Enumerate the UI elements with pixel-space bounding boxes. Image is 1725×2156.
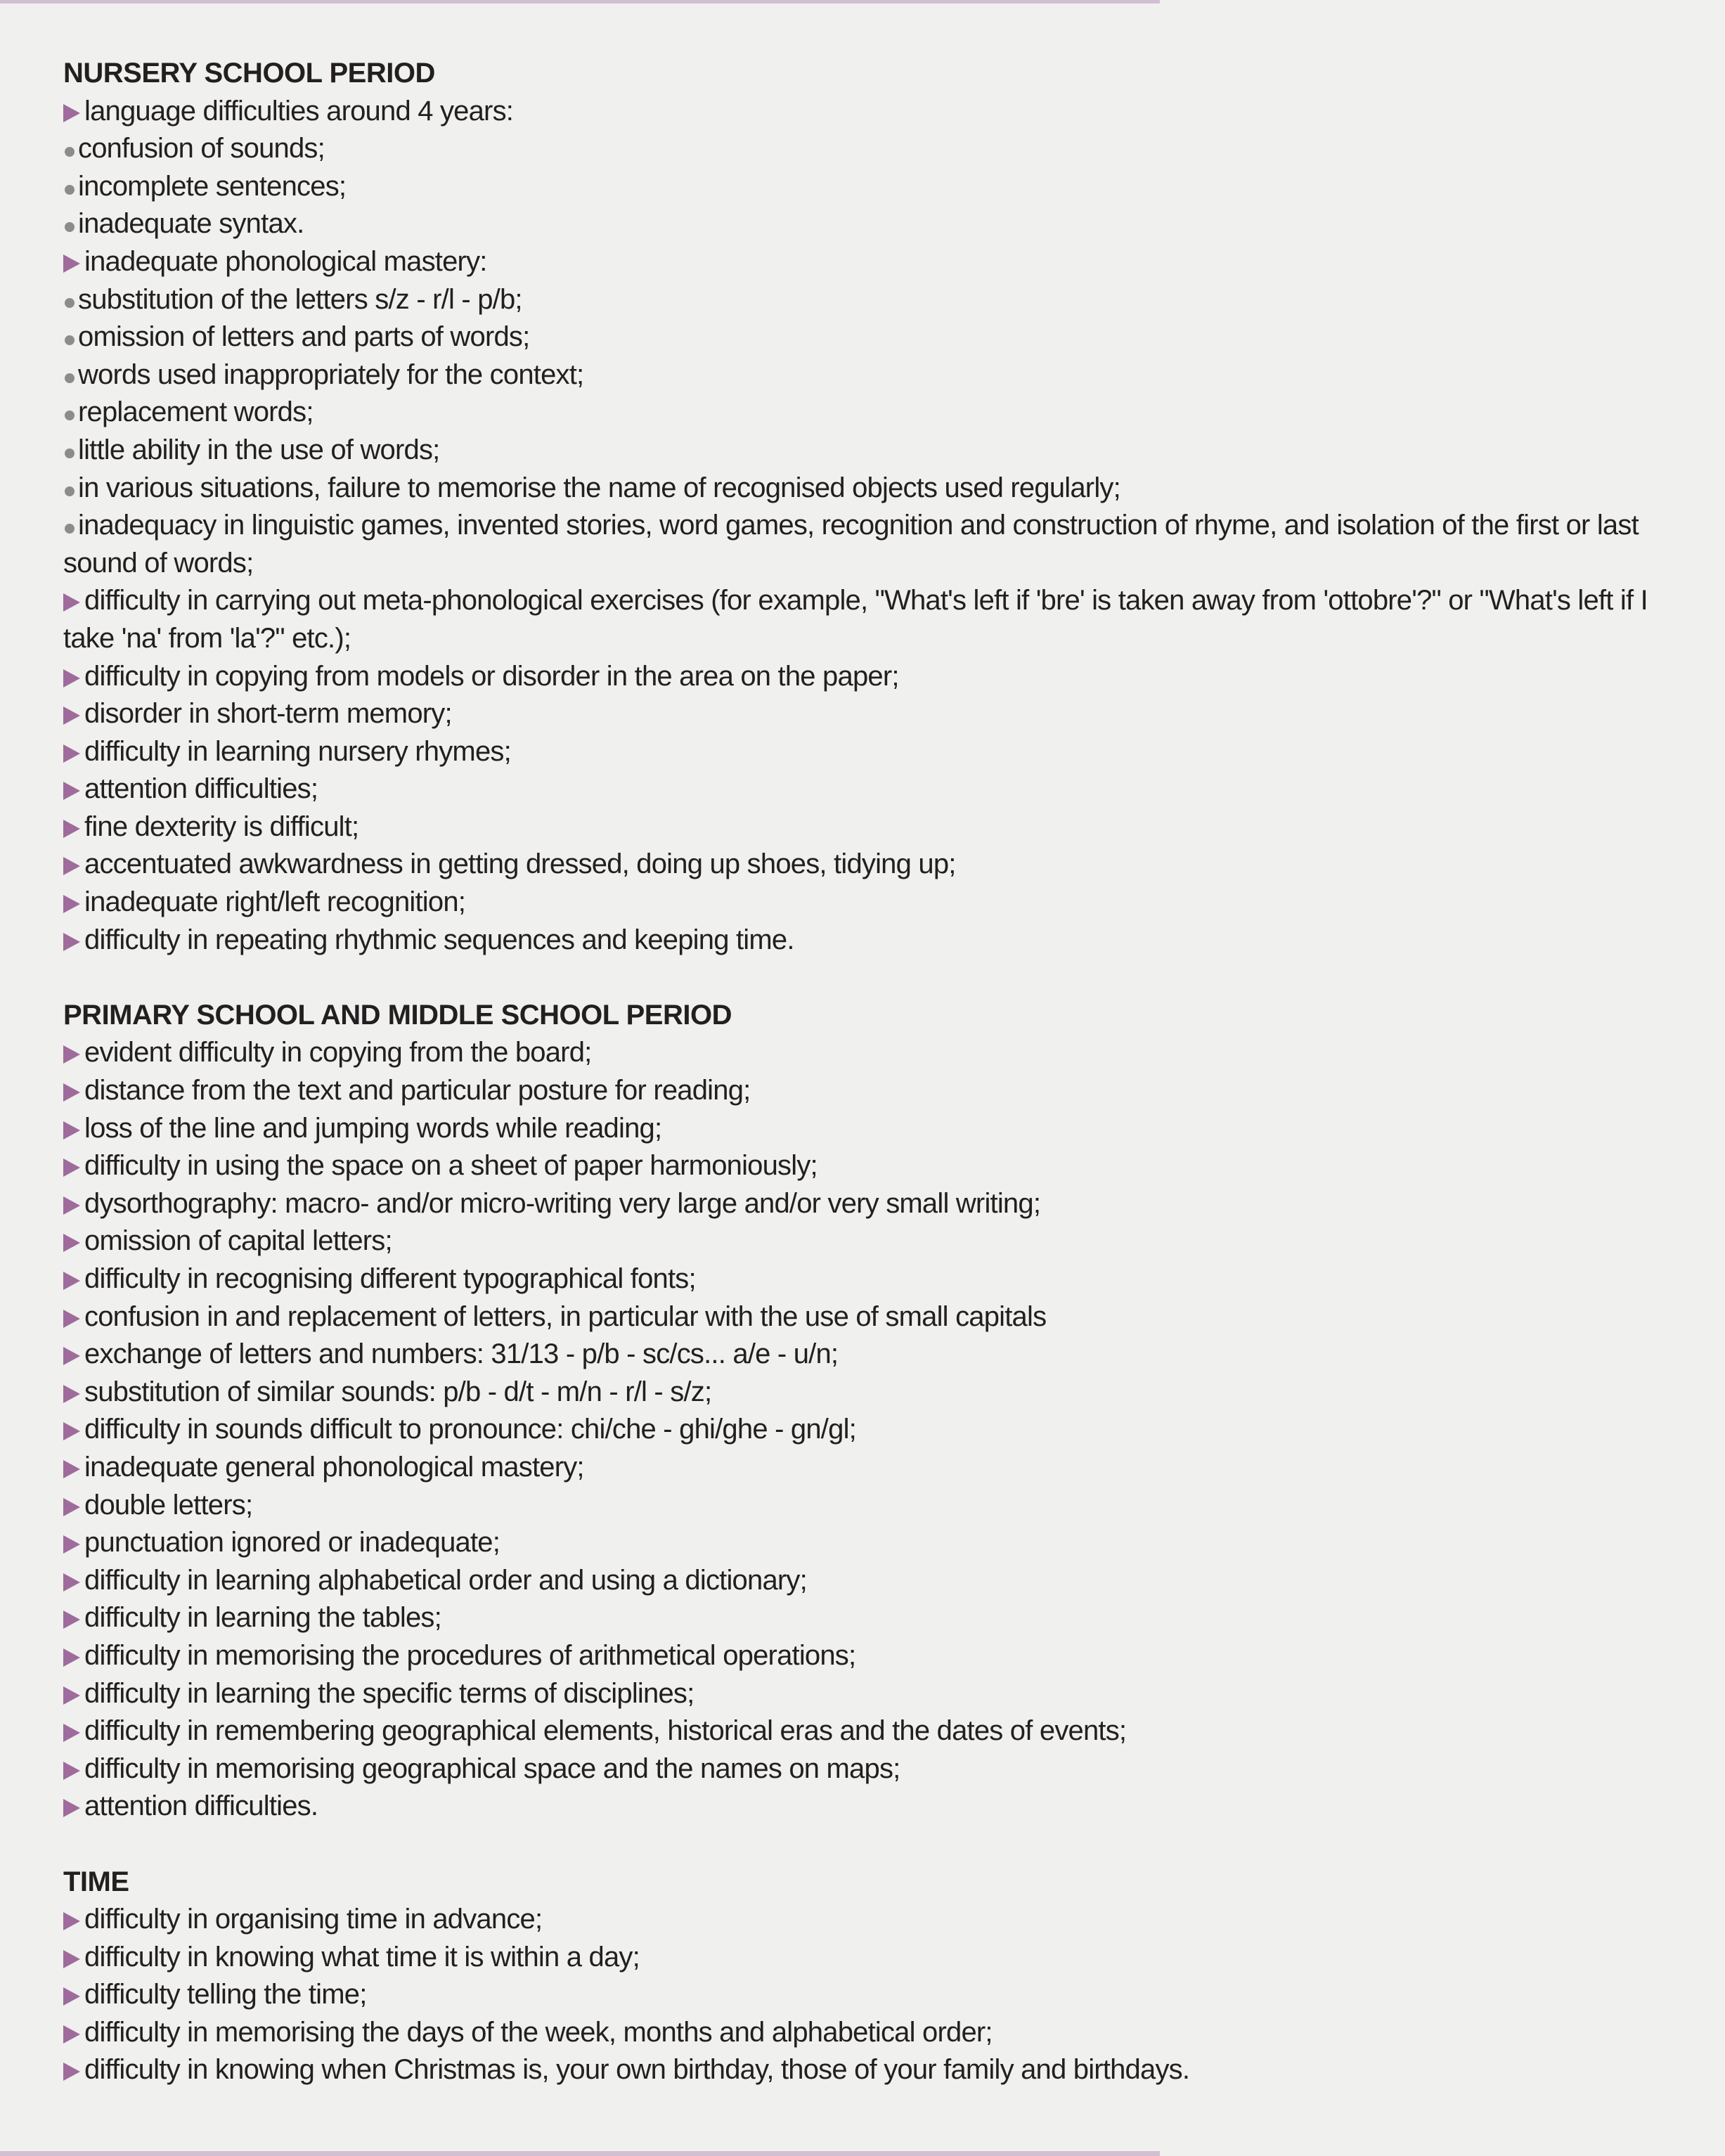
triangle-bullet-icon [63,1950,80,1968]
list-item [63,1976,1701,2014]
section [63,1864,1701,2090]
list-item-text: difficulty in learning the tables; [84,1602,441,1634]
list-item [63,93,1701,131]
list-item [63,507,1701,582]
section-spacer [63,959,1701,997]
list-item [63,1675,1701,1713]
list-item-text: difficulty in sounds difficult to pronounce: chi/che - ghi/ghe - gn/gl; [84,1414,856,1445]
list-item-text: difficulty in remembering geographical elements, historical eras and the dates of events; [84,1715,1127,1747]
list-item-text: difficulty in carrying out meta-phonological exercises (for example, "What's left if 'bre' is taken away from 'ottobre'?" or "What's left if I take 'na' from 'la'?" etc.); [63,585,1648,654]
triangle-bullet-icon [63,1158,80,1177]
list-item [63,1374,1701,1412]
list-item-text: dysorthography: macro- and/or micro-writing very large and/or very small writing; [84,1187,1041,1219]
list-item [63,1449,1701,1487]
triangle-bullet-icon [63,1535,80,1554]
dot-bullet-icon [65,298,75,308]
list-item-text: little ability in the use of words; [78,434,440,465]
triangle-bullet-icon [63,744,80,763]
triangle-bullet-icon [63,1422,80,1440]
list-item-text: difficulty in learning alphabetical order and using a dictionary; [84,1564,807,1596]
dot-bullet-icon [65,524,75,534]
triangle-bullet-icon [63,1498,80,1516]
triangle-bullet-icon [63,1987,80,2006]
triangle-bullet-icon [63,1573,80,1592]
list-item-text: difficulty in memorising the days of the week, months and alphabetical order; [84,2016,993,2048]
list-item [63,1524,1701,1562]
list-item [63,1147,1701,1185]
list-item [63,695,1701,733]
list-item [63,1411,1701,1449]
list-item-text: inadequate syntax. [78,208,304,240]
list-item [63,1901,1701,1939]
top-accent-rule [0,0,1160,4]
list-item [63,318,1701,356]
section [63,997,1701,1826]
list-item [63,1260,1701,1298]
triangle-bullet-icon [63,933,80,951]
section-heading: PRIMARY SCHOOL AND MIDDLE SCHOOL PERIOD [63,999,732,1031]
triangle-bullet-icon [63,1724,80,1742]
dot-bullet-icon [65,147,75,157]
list-item-text: difficulty in using the space on a sheet of paper harmoniously; [84,1150,818,1182]
triangle-bullet-icon [63,1310,80,1328]
list-item-text: accentuated awkwardness in getting dressed, doing up shoes, tidying up; [84,848,956,880]
triangle-bullet-icon [63,1234,80,1252]
list-item [63,130,1701,168]
list-item [63,1072,1701,1110]
list-item [63,281,1701,319]
triangle-bullet-icon [63,593,80,612]
list-item-text: substitution of similar sounds: p/b - d/t - m/n - r/l - s/z; [84,1376,712,1407]
list-item [63,1110,1701,1148]
list-item [63,394,1701,432]
list-item-text: difficulty in copying from models or disorder in the area on the paper; [84,660,899,692]
triangle-bullet-icon [63,104,80,122]
list-item [63,432,1701,470]
triangle-bullet-icon [63,2025,80,2044]
section-heading: NURSERY SCHOOL PERIOD [63,58,435,89]
list-item-text: difficulty telling the time; [84,1979,367,2010]
list-item [63,922,1701,960]
list-item-text: omission of letters and parts of words; [78,321,530,353]
list-item-text: punctuation ignored or inadequate; [84,1527,500,1558]
list-item-text: difficulty in knowing when Christmas is, your own birthday, those of your family and birthdays. [84,2054,1190,2086]
list-item-text: difficulty in knowing what time it is within a day; [84,1941,640,1973]
list-item [63,1222,1701,1260]
list-item [63,356,1701,394]
list-item [63,1562,1701,1600]
list-item-text: difficulty in recognising different typographical fonts; [84,1263,696,1294]
list-item-text: incomplete sentences; [78,170,347,202]
triangle-bullet-icon [63,1196,80,1215]
triangle-bullet-icon [63,706,80,725]
section-heading: TIME [63,1866,129,1897]
list-item [63,1750,1701,1788]
list-item [63,1336,1701,1374]
list-item-text: inadequacy in linguistic games, invented stories, word games, recognition and construction of rhyme, and isolation of the first or last sound of words; [63,510,1639,579]
triangle-bullet-icon [63,1385,80,1403]
bottom-accent-rule [0,2151,1160,2156]
list-item-text: confusion in and replacement of letters, in particular with the use of small capitals [84,1300,1047,1332]
list-item [63,205,1701,243]
dot-bullet-icon [65,373,75,383]
list-item-text: replacement words; [78,396,314,428]
list-item-text: inadequate phonological mastery: [84,245,487,277]
list-item-text: distance from the text and particular posture for reading; [84,1075,751,1106]
list-item [63,808,1701,846]
dot-bullet-icon [65,222,75,232]
list-item-text: exchange of letters and numbers: 31/13 - p/b - sc/cs... a/e - u/n; [84,1338,839,1370]
triangle-bullet-icon [63,2063,80,2081]
list-item-text: attention difficulties; [84,773,318,805]
dot-bullet-icon [65,448,75,458]
list-item-text: double letters; [84,1489,253,1521]
triangle-bullet-icon [63,1045,80,1064]
list-item-text: loss of the line and jumping words while reading; [84,1112,662,1144]
list-item-text: difficulty in repeating rhythmic sequences and keeping time. [84,924,794,955]
list-item-text: substitution of the letters s/z - r/l - p/b; [78,283,522,315]
list-item-text: fine dexterity is difficult; [84,811,359,842]
list-item-text: inadequate right/left recognition; [84,886,466,918]
triangle-bullet-icon [63,1083,80,1102]
triangle-bullet-icon [63,1610,80,1629]
list-item-text: difficulty in learning the specific terms of disciplines; [84,1677,694,1709]
list-item [63,2051,1701,2089]
list-item-text: inadequate general phonological mastery; [84,1451,584,1483]
list-item-text: language difficulties around 4 years: [84,95,514,127]
list-item [63,582,1701,657]
triangle-bullet-icon [63,895,80,913]
list-item-text: evident difficulty in copying from the board; [84,1037,592,1069]
list-item-text: disorder in short-term memory; [84,698,452,730]
triangle-bullet-icon [63,1762,80,1780]
list-item-text: difficulty in memorising the procedures of arithmetical operations; [84,1639,856,1671]
triangle-bullet-icon [63,1799,80,1817]
dot-bullet-icon [65,335,75,345]
list-item [63,1298,1701,1336]
list-item [63,733,1701,771]
triangle-bullet-icon [63,1121,80,1140]
triangle-bullet-icon [63,669,80,688]
list-item [63,1599,1701,1637]
list-item [63,1185,1701,1223]
list-item [63,770,1701,808]
triangle-bullet-icon [63,1686,80,1705]
list-item [63,470,1701,508]
list-item-text: omission of capital letters; [84,1225,392,1257]
list-item-text: difficulty in memorising geographical space and the names on maps; [84,1752,900,1784]
list-item-text: in various situations, failure to memorise the name of recognised objects used regularly; [78,472,1120,503]
triangle-bullet-icon [63,782,80,800]
list-item [63,1712,1701,1750]
list-item [63,884,1701,922]
list-item-text: confusion of sounds; [78,133,325,164]
list-item [63,1637,1701,1675]
list-item [63,2014,1701,2052]
dot-bullet-icon [65,411,75,420]
list-item [63,1939,1701,1977]
section [63,55,1701,959]
list-item [63,1034,1701,1072]
triangle-bullet-icon [63,1460,80,1478]
list-item-text: difficulty in organising time in advance; [84,1904,543,1935]
triangle-bullet-icon [63,857,80,875]
triangle-bullet-icon [63,820,80,838]
list-item [63,658,1701,696]
dot-bullet-icon [65,486,75,496]
list-item [63,243,1701,281]
document-body [63,55,1701,2089]
list-item-text: attention difficulties. [84,1790,318,1822]
list-item-text: words used inappropriately for the context; [78,359,584,390]
triangle-bullet-icon [63,254,80,273]
list-item [63,1487,1701,1525]
list-item-text: difficulty in learning nursery rhymes; [84,735,511,767]
list-item [63,1788,1701,1826]
section-spacer [63,1826,1701,1864]
triangle-bullet-icon [63,1272,80,1290]
triangle-bullet-icon [63,1347,80,1365]
list-item [63,846,1701,884]
dot-bullet-icon [65,185,75,195]
list-item [63,168,1701,206]
triangle-bullet-icon [63,1912,80,1930]
triangle-bullet-icon [63,1648,80,1667]
